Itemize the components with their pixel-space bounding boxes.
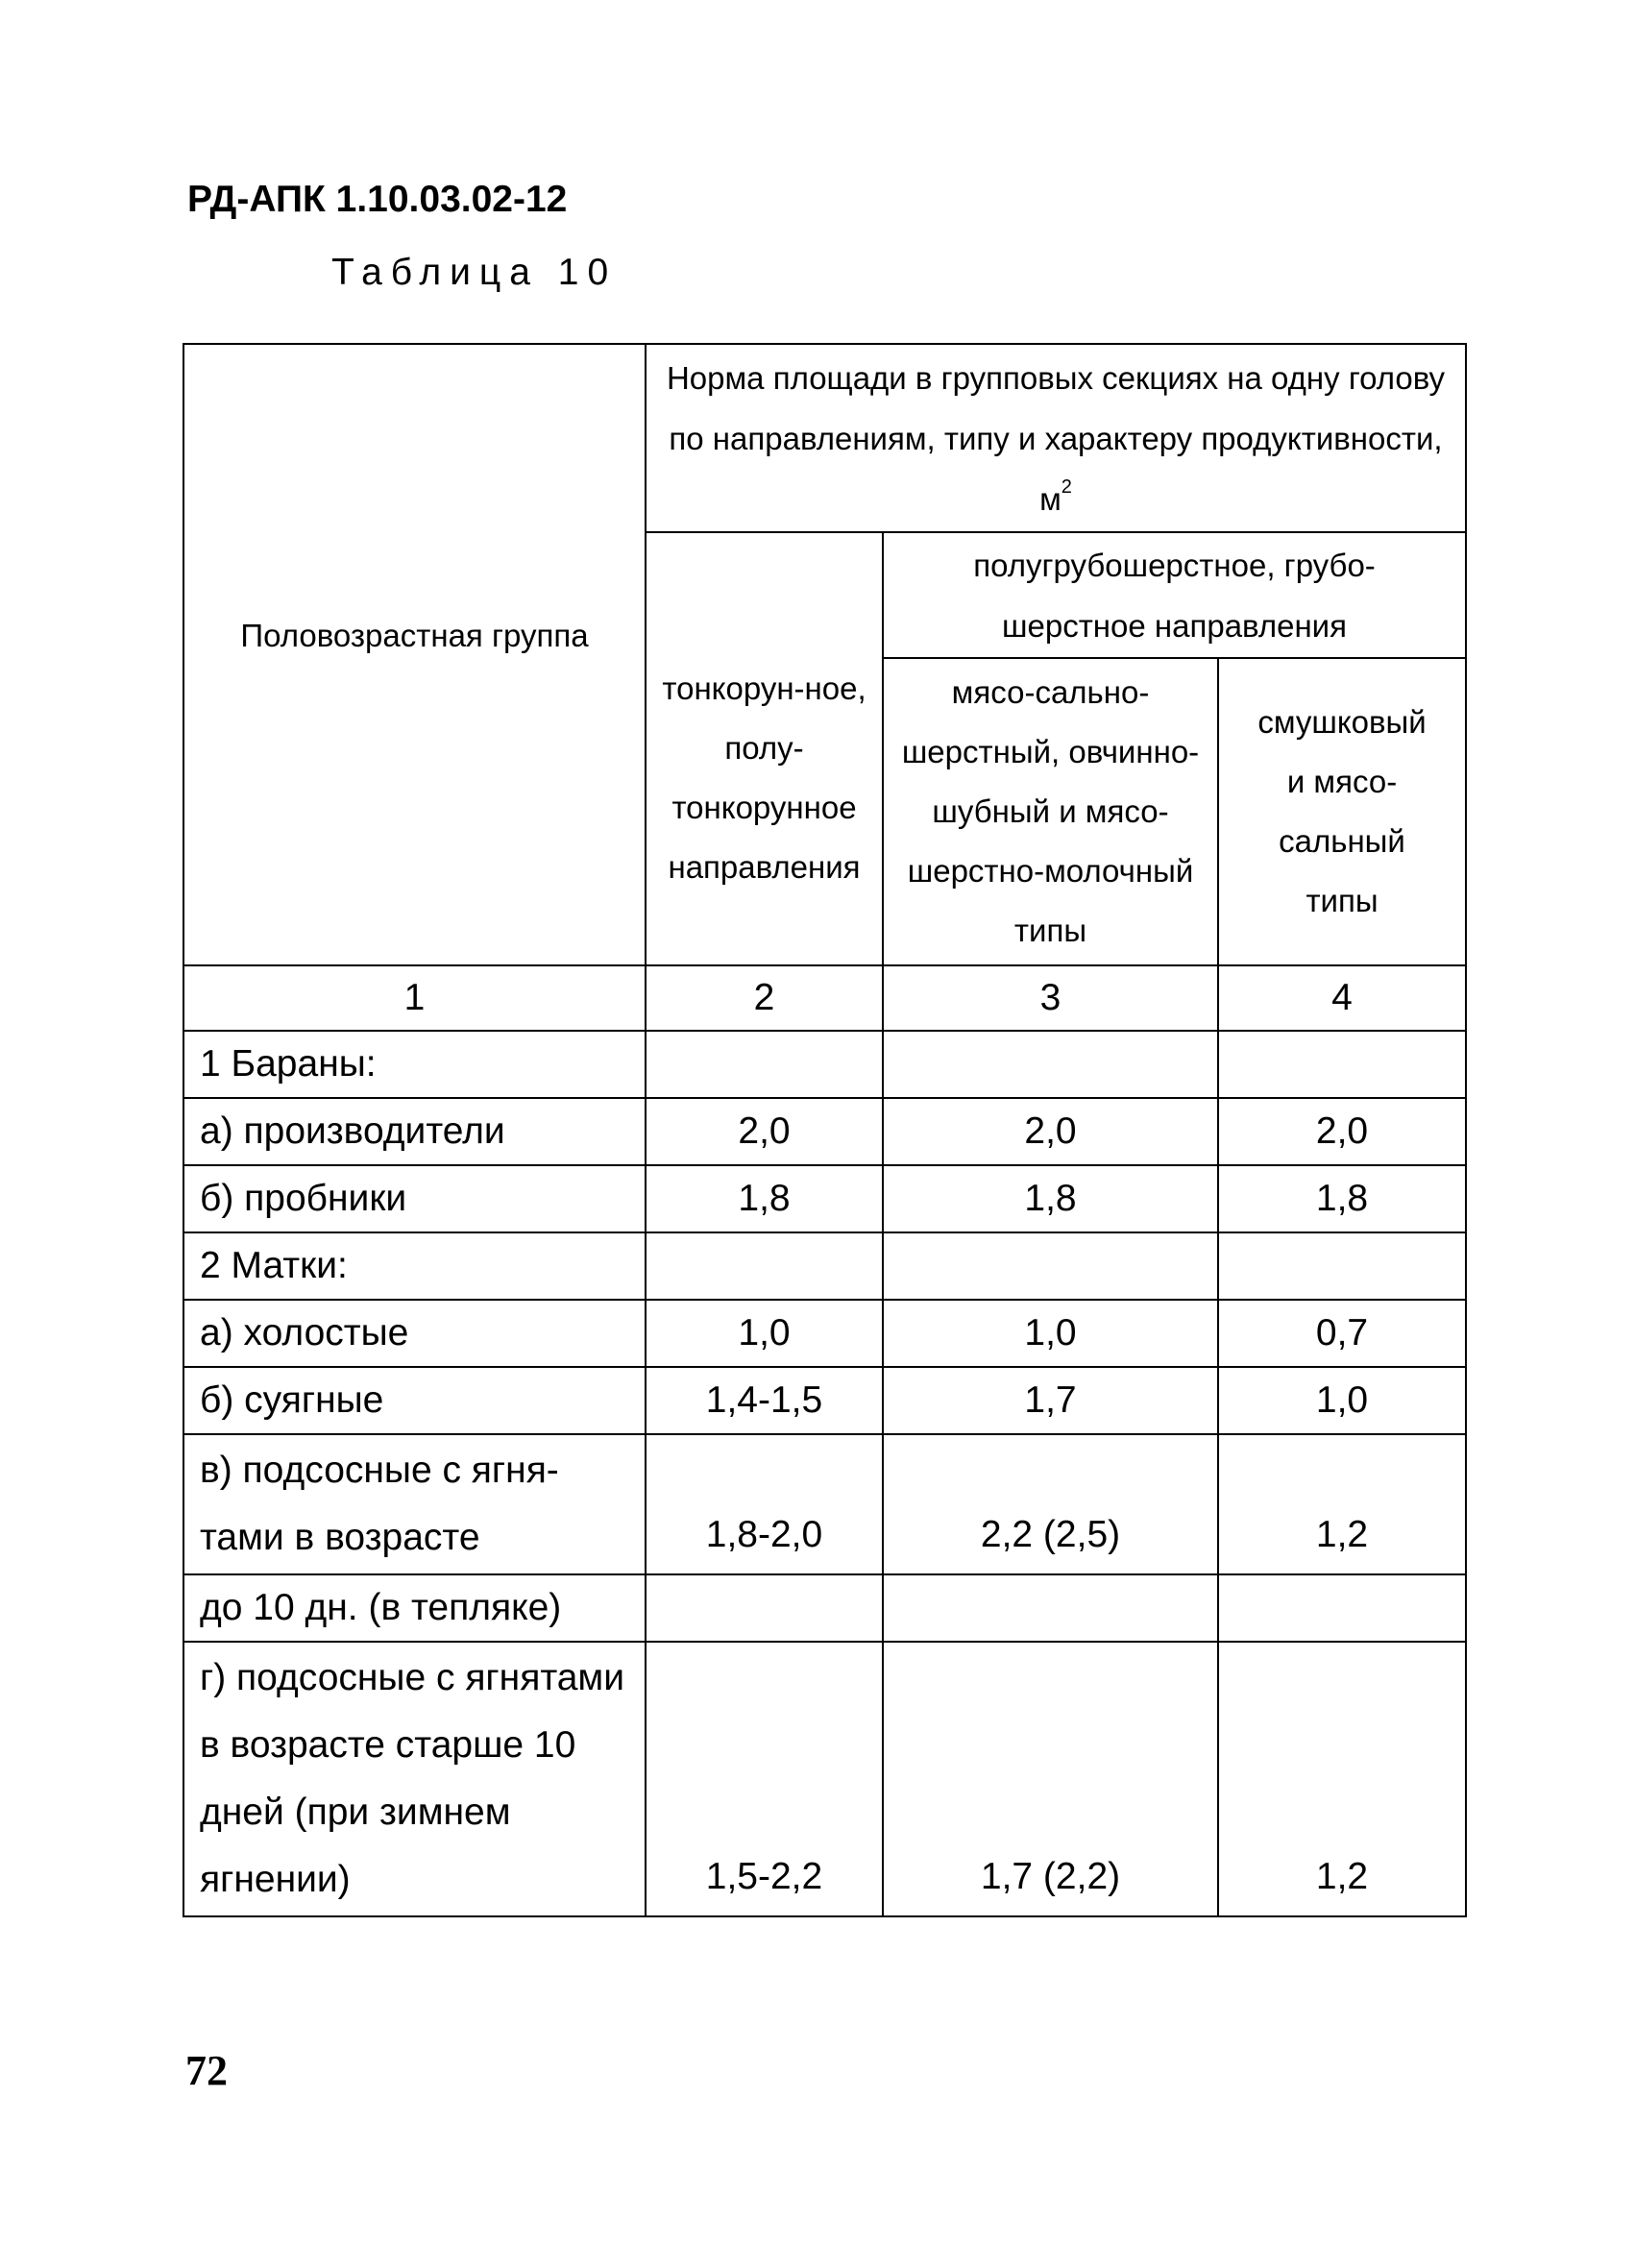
row-label: 2 Матки: bbox=[183, 1232, 646, 1300]
cell-meat-fat-wool: 1,8 bbox=[883, 1165, 1218, 1232]
column-number: 1 bbox=[183, 965, 646, 1031]
cell-fine-wool: 1,8-2,0 bbox=[646, 1434, 883, 1574]
cell-meat-fat-wool: 1,0 bbox=[883, 1300, 1218, 1367]
cell-fine-wool: 1,0 bbox=[646, 1300, 883, 1367]
header-coarse-wool: полугрубошерстное, грубо-шерстное направления bbox=[883, 532, 1466, 658]
cell-fine-wool: 1,8 bbox=[646, 1165, 883, 1232]
cell-meat-fat-wool bbox=[883, 1574, 1218, 1642]
cell-karakul: 1,2 bbox=[1218, 1642, 1466, 1916]
cell-karakul bbox=[1218, 1232, 1466, 1300]
row-label: а) производители bbox=[183, 1098, 646, 1165]
cell-fine-wool: 1,5-2,2 bbox=[646, 1642, 883, 1916]
cell-karakul: 1,0 bbox=[1218, 1367, 1466, 1434]
cell-meat-fat-wool bbox=[883, 1031, 1218, 1098]
row-label: б) пробники bbox=[183, 1165, 646, 1232]
header-area-norm: Норма площади в групповых секциях на одну голову по направлениям, типу и характеру продуктивности, $м^2$ bbox=[646, 344, 1466, 532]
table-row bbox=[183, 1434, 1466, 1574]
column-number-row bbox=[183, 965, 1466, 1031]
table-row bbox=[183, 1642, 1466, 1916]
row-label: 1 Бараны: bbox=[183, 1031, 646, 1098]
cell-karakul: 2,0 bbox=[1218, 1098, 1466, 1165]
cell-meat-fat-wool: 2,2 (2,5) bbox=[883, 1434, 1218, 1574]
column-number: 3 bbox=[883, 965, 1218, 1031]
cell-meat-fat-wool: 1,7 bbox=[883, 1367, 1218, 1434]
cell-karakul bbox=[1218, 1031, 1466, 1098]
cell-meat-fat-wool bbox=[883, 1232, 1218, 1300]
row-label: б) суягные bbox=[183, 1367, 646, 1434]
cell-meat-fat-wool: 1,7 (2,2) bbox=[883, 1642, 1218, 1916]
norms-table bbox=[183, 343, 1467, 1917]
cell-fine-wool: 1,4-1,5 bbox=[646, 1367, 883, 1434]
row-label: г) подсосные с ягнятами в возрасте старше 10 дней (при зимнем ягнении) bbox=[183, 1642, 646, 1916]
table-row bbox=[183, 1367, 1466, 1434]
cell-fine-wool bbox=[646, 1031, 883, 1098]
header-fine-wool: тонкорун-ное, полу-тонкорунное направления bbox=[646, 532, 883, 965]
table-row bbox=[183, 1098, 1466, 1165]
cell-fine-wool: 2,0 bbox=[646, 1098, 883, 1165]
header-karakul: смушковый и мясо-сальный типы bbox=[1218, 658, 1466, 965]
cell-fine-wool bbox=[646, 1574, 883, 1642]
table-row bbox=[183, 1232, 1466, 1300]
row-label: а) холостые bbox=[183, 1300, 646, 1367]
row-label: в) подсосные с ягня-тами в возрасте bbox=[183, 1434, 646, 1574]
cell-karakul: 0,7 bbox=[1218, 1300, 1466, 1367]
document-code: РД-АПК 1.10.03.02-12 bbox=[187, 179, 568, 220]
cell-karakul: 1,2 bbox=[1218, 1434, 1466, 1574]
table-row bbox=[183, 1165, 1466, 1232]
table-row bbox=[183, 1300, 1466, 1367]
table-row bbox=[183, 1574, 1466, 1642]
page-number: 72 bbox=[185, 2047, 228, 2094]
header-age-group: Половозрастная группа bbox=[183, 344, 646, 965]
header-meat-fat-wool: мясо-сально-шерстный, овчинно-шубный и мясо-шерстно-молочный типы bbox=[883, 658, 1218, 965]
column-number: 4 bbox=[1218, 965, 1466, 1031]
norms-table-container bbox=[183, 343, 1467, 1917]
cell-karakul bbox=[1218, 1574, 1466, 1642]
cell-fine-wool bbox=[646, 1232, 883, 1300]
row-label: до 10 дн. (в тепляке) bbox=[183, 1574, 646, 1642]
cell-meat-fat-wool: 2,0 bbox=[883, 1098, 1218, 1165]
table-caption: Таблица 10 bbox=[331, 252, 618, 293]
cell-karakul: 1,8 bbox=[1218, 1165, 1466, 1232]
table-row bbox=[183, 1031, 1466, 1098]
column-number: 2 bbox=[646, 965, 883, 1031]
